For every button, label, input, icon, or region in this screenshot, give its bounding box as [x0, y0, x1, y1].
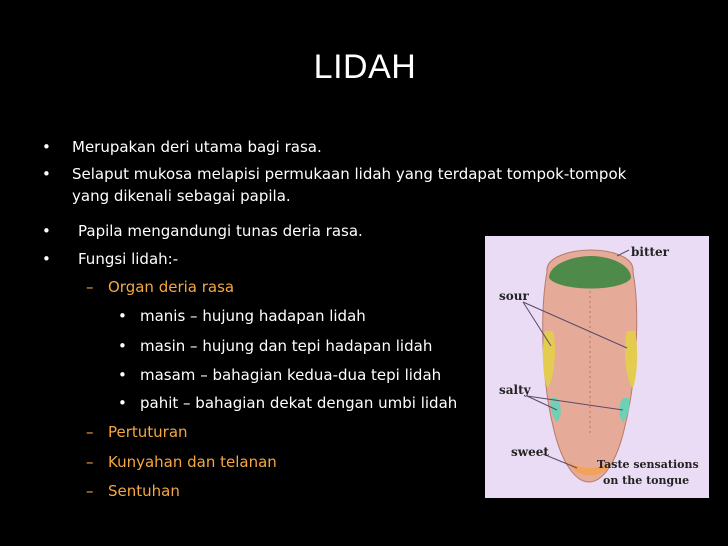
sub-sub-item-text: manis – hujung hadapan lidah: [140, 307, 366, 325]
sub-item-text: Sentuhan: [108, 482, 180, 500]
bullet-marker: •: [118, 394, 127, 412]
bullet-text: Papila mengandungi tunas deria rasa.: [78, 222, 363, 240]
tongue-illustration: [485, 236, 709, 498]
bullet-marker: •: [118, 307, 127, 325]
dash-marker: –: [86, 482, 94, 500]
bullet-text: Selaput mukosa melapisi permukaan lidah yang terdapat tompok-tompok: [72, 165, 627, 183]
bullet-marker: •: [42, 165, 51, 183]
sub-sub-item-text: masam – bahagian kedua-dua tepi lidah: [140, 366, 442, 384]
dash-marker: –: [86, 453, 94, 471]
bullet-text-continued: yang dikenali sebagai papila.: [72, 187, 291, 205]
bullet-marker: •: [118, 366, 127, 384]
label-bitter: bitter: [631, 245, 669, 259]
sub-item-text: Kunyahan dan telanan: [108, 453, 277, 471]
sub-item-text: Organ deria rasa: [108, 278, 235, 296]
tongue-diagram: [485, 236, 709, 498]
bullet-marker: •: [42, 250, 51, 268]
sub-sub-item-text: pahit – bahagian dekat dengan umbi lidah: [140, 394, 458, 412]
bullet-marker: •: [42, 222, 51, 240]
bullet-text: Fungsi lidah:-: [78, 250, 179, 268]
label-salty: salty: [499, 383, 531, 397]
sub-item-text: Pertuturan: [108, 423, 188, 441]
caption-line-1: Taste sensations: [597, 458, 699, 471]
label-sour: sour: [499, 289, 529, 303]
bullet-marker: •: [42, 138, 51, 156]
bullet-text: Merupakan deri utama bagi rasa.: [72, 138, 322, 156]
caption-line-2: on the tongue: [603, 474, 690, 487]
slide-title: LIDAH: [313, 48, 417, 86]
bullet-marker: •: [118, 337, 127, 355]
label-sweet: sweet: [511, 445, 549, 459]
sub-sub-item-text: masin – hujung dan tepi hadapan lidah: [140, 337, 433, 355]
dash-marker: –: [86, 423, 94, 441]
dash-marker: –: [86, 278, 94, 296]
pointer-bitter: [617, 250, 629, 256]
